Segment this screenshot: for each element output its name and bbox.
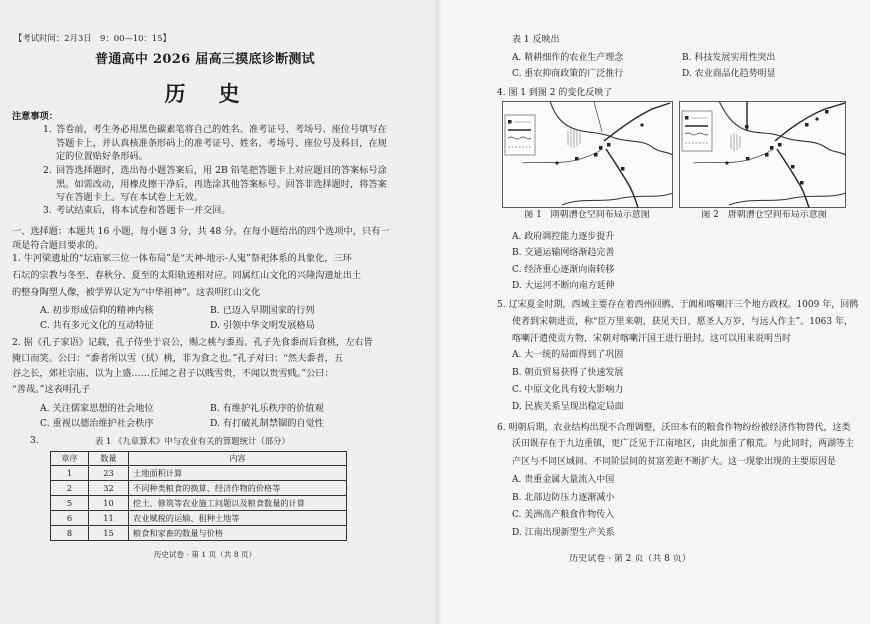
table-row xyxy=(51,496,347,511)
table-row xyxy=(51,466,347,481)
granary-marker xyxy=(621,167,625,171)
cell-chapter: 1 xyxy=(51,466,89,481)
option-b: B. 已迈入早期国家的行列 xyxy=(210,305,315,316)
cell-count: 10 xyxy=(89,496,129,511)
granary-marker xyxy=(745,125,749,129)
question-stem-line: 4. 图 1 到图 2 的变化反映了 xyxy=(497,88,613,98)
exam-title: 普通高中 2026 届高三摸底诊断测试 xyxy=(95,52,315,67)
notice-heading: 注意事项： xyxy=(12,111,58,122)
map-figure-2 xyxy=(679,101,846,208)
option-c: C. 重视以德治维护社会秩序 xyxy=(40,418,154,429)
legend-granary-symbol xyxy=(685,116,689,120)
notice-text-line: 定的位置贴好条形码。 xyxy=(56,151,148,162)
agriculture-problems-table xyxy=(50,451,347,541)
cell-count: 15 xyxy=(89,526,129,541)
option-a: A. 大一统的局面得到了巩固 xyxy=(512,350,624,360)
cell-count: 32 xyxy=(89,481,129,496)
figure-2-caption: 图 2 唐朝漕仓空间布局示意图 xyxy=(701,210,827,220)
option-d: D. 有打破礼制禁锢的自觉性 xyxy=(210,418,324,429)
cell-chapter: 8 xyxy=(51,526,89,541)
option-a: A. 关注儒家思想的社会地位 xyxy=(40,403,154,414)
granary-marker xyxy=(594,153,598,157)
subject-title: 历 史 xyxy=(164,82,246,106)
question-stem-line: 谷之长，郊社宗庙，以为上盛……丘闻之君子以贱雪贵，不闻以贵雪贱。”公曰： xyxy=(12,368,334,379)
option-c: C. 中原文化具有较大影响力 xyxy=(512,385,624,395)
notice-text-line: 答卷前，考生务必用黑色碳素笔将自己的姓名、准考证号、考场号、座位号填写在 xyxy=(56,124,387,135)
table-row xyxy=(51,481,347,496)
cell-chapter: 5 xyxy=(51,496,89,511)
page-footer: 历史试卷 · 第 2 页（共 8 页） xyxy=(569,554,691,564)
table-caption: 表 1 《九章算术》中与农业有关的算题统计（部分） xyxy=(95,436,290,446)
cell-chapter: 2 xyxy=(51,481,89,496)
option-a: A. 贵重金属大量流入中国 xyxy=(512,475,615,485)
question-stem-line: 1. 牛河梁遗址的“坛庙冢三位一体布局”是“天神-地示-人鬼”祭祀体系的具象化，三环 xyxy=(12,253,352,264)
city-dot xyxy=(815,117,818,120)
notice-text-line: 答题卡上，并认真核准条形码上的准考证号、姓名、考场号、座位号及科目，在规 xyxy=(56,138,387,149)
cell-content: 挖土、修筑等农业施工问题以及粮食数量的计算 xyxy=(129,496,347,511)
option-a: A. 政府调控能力逐步提升 xyxy=(512,232,615,242)
option-b: B. 朝贡贸易获得了快速发展 xyxy=(512,368,624,378)
option-d: D. 大运河不断向南方延伸 xyxy=(512,281,615,291)
option-a: A. 精耕细作的农业生产理念 xyxy=(512,53,624,63)
section-heading-line: 项是符合题目要求的。 xyxy=(12,240,104,251)
exam-time: 【考试时间：2月3日 9：00—10：15】 xyxy=(14,33,171,43)
option-b: B. 科技发展实用性突出 xyxy=(682,53,776,63)
granary-marker xyxy=(765,153,769,157)
option-d: D. 农业商品化趋势明显 xyxy=(682,69,776,79)
header-count: 数量 xyxy=(89,452,129,466)
header-chapter: 章序 xyxy=(51,452,89,466)
granary-marker xyxy=(805,123,809,127)
cell-content: 土地面积计算 xyxy=(129,466,347,481)
granary-marker xyxy=(770,146,774,150)
notice-text-line: 写在答题卡上。写在本试卷上无效。 xyxy=(56,192,203,203)
question-stem-line: 5. 辽宋夏金时期，西域主要存在着西州回鹘、于阗和喀喇汗三个地方政权。1009 年，回鹘 xyxy=(497,300,859,310)
option-c: C. 经济重心逐渐向南转移 xyxy=(512,265,615,275)
question-number: 3. xyxy=(30,435,39,446)
cell-chapter: 6 xyxy=(51,511,89,526)
question-stem-line: 6. 明朝后期，农业结构出现不合理调整，沃田本有的粮食作物纷纷被经济作物替代，这类 xyxy=(497,423,851,433)
question-stem-line: 石坛的宗教与冬至、春秋分、夏至的太阳轨迹相对应。同属红山文化的兴隆沟遗址出土 xyxy=(12,270,362,281)
page-fold-shadow xyxy=(436,0,442,624)
granary-marker xyxy=(791,165,795,169)
granary-marker xyxy=(575,157,579,161)
figure-1-caption: 图 1 隋朝漕仓空间布局示意图 xyxy=(524,210,650,220)
header-content: 内容 xyxy=(129,452,347,466)
option-a: A. 初步形成信仰的精神内核 xyxy=(40,305,154,316)
table-header-row xyxy=(51,452,347,466)
notice-text-line: 回答选择题时，选出每小题答案后，用 2B 铅笔把答题卡上对应题目的答案标号涂 xyxy=(56,165,387,176)
notice-number: 1. xyxy=(43,124,52,135)
option-c: C. 美洲高产粮食作物传入 xyxy=(512,510,615,520)
map-legend xyxy=(505,115,535,155)
question-stem-line: 使者到宋朝进贡，称“臣万里来朝，获见天日，愿圣人万岁，与远人作主”。1063 年， xyxy=(512,317,853,327)
granary-marker xyxy=(825,110,829,114)
map-legend xyxy=(682,111,712,151)
city-dot xyxy=(555,161,558,164)
question-stem-line: 产区与不同区域间、不同阶层间的贫富差距不断扩大。这一现象出现的主要原因是 xyxy=(512,457,837,467)
page-footer: 历史试卷 · 第 1 页（共 8 页） xyxy=(153,550,257,559)
map-figure-1 xyxy=(502,101,673,208)
cell-count: 23 xyxy=(89,466,129,481)
notice-number: 3. xyxy=(43,205,52,216)
city-dot xyxy=(640,123,643,126)
option-c: C. 重农抑商政策的广泛推行 xyxy=(512,69,624,79)
option-d: D. 江南出现新型生产关系 xyxy=(512,528,615,538)
city-dot xyxy=(725,161,728,164)
notice-number: 2. xyxy=(43,165,52,176)
option-b: B. 北部边防压力逐渐减小 xyxy=(512,493,615,503)
granary-marker xyxy=(778,143,782,147)
option-d: D. 民族关系呈现出稳定局面 xyxy=(512,402,624,412)
cell-count: 11 xyxy=(89,511,129,526)
granary-marker xyxy=(800,181,804,185)
question-stem-line: 喀喇汗遣使贡方物，宋朝对喀喇汗国王进行册封。这可以用来说明当时 xyxy=(512,334,792,344)
section-heading-line: 一、选择题：本题共 16 小题，每小题 3 分，共 48 分。在每小题给出的四个选项中，只有一 xyxy=(12,226,390,237)
exam-page-2 xyxy=(436,0,870,624)
notice-text-line: 黑。如需改动，用橡皮擦干净后，再选涂其他答案标号。回答非选择题时，将答案 xyxy=(56,179,387,190)
option-b: B. 交通运输网络渐趋完善 xyxy=(512,248,615,258)
granary-marker xyxy=(746,157,750,161)
option-b: B. 有维护礼乐秩序的价值观 xyxy=(210,403,324,414)
option-d: D. 引领中华文明发展格局 xyxy=(210,320,315,331)
question-3-stem: 表 1 反映出 xyxy=(512,35,560,45)
table-row xyxy=(51,526,347,541)
question-stem-line: 2. 据《孔子家语》记载，孔子侍坐于哀公，赐之桃与黍焉。孔子先食黍而后食桃，左右皆 xyxy=(12,337,373,348)
option-c: C. 共有多元文化的互动特征 xyxy=(40,320,154,331)
notice-text-line: 考试结束后，将本试卷和答题卡一并交回。 xyxy=(56,205,231,216)
question-stem-line: “善哉。”这表明孔子 xyxy=(12,384,91,395)
granary-marker xyxy=(607,143,611,147)
granary-marker xyxy=(599,146,603,150)
question-stem-line: 掩口而笑。公曰：“黍者所以雪（拭）桃，非为食之也。”孔子对曰：“然夫黍者，五 xyxy=(12,353,344,364)
cell-content: 粮食和家畜的数量与价格 xyxy=(129,526,347,541)
cell-content: 不同种类粮食的换算、经济作物的价格等 xyxy=(129,481,347,496)
cell-content: 农业赋税的运输、租种土地等 xyxy=(129,511,347,526)
legend-granary-symbol xyxy=(508,120,512,124)
table-row xyxy=(51,511,347,526)
question-stem-line: 的整身陶塑人像，被学界认定为“中华祖神”。这表明红山文化 xyxy=(12,287,261,298)
question-stem-line: 沃田既存在于九边重镇，更广泛见于江南地区，由此加重了粮荒。与此同时，两湖等主 xyxy=(512,439,855,449)
